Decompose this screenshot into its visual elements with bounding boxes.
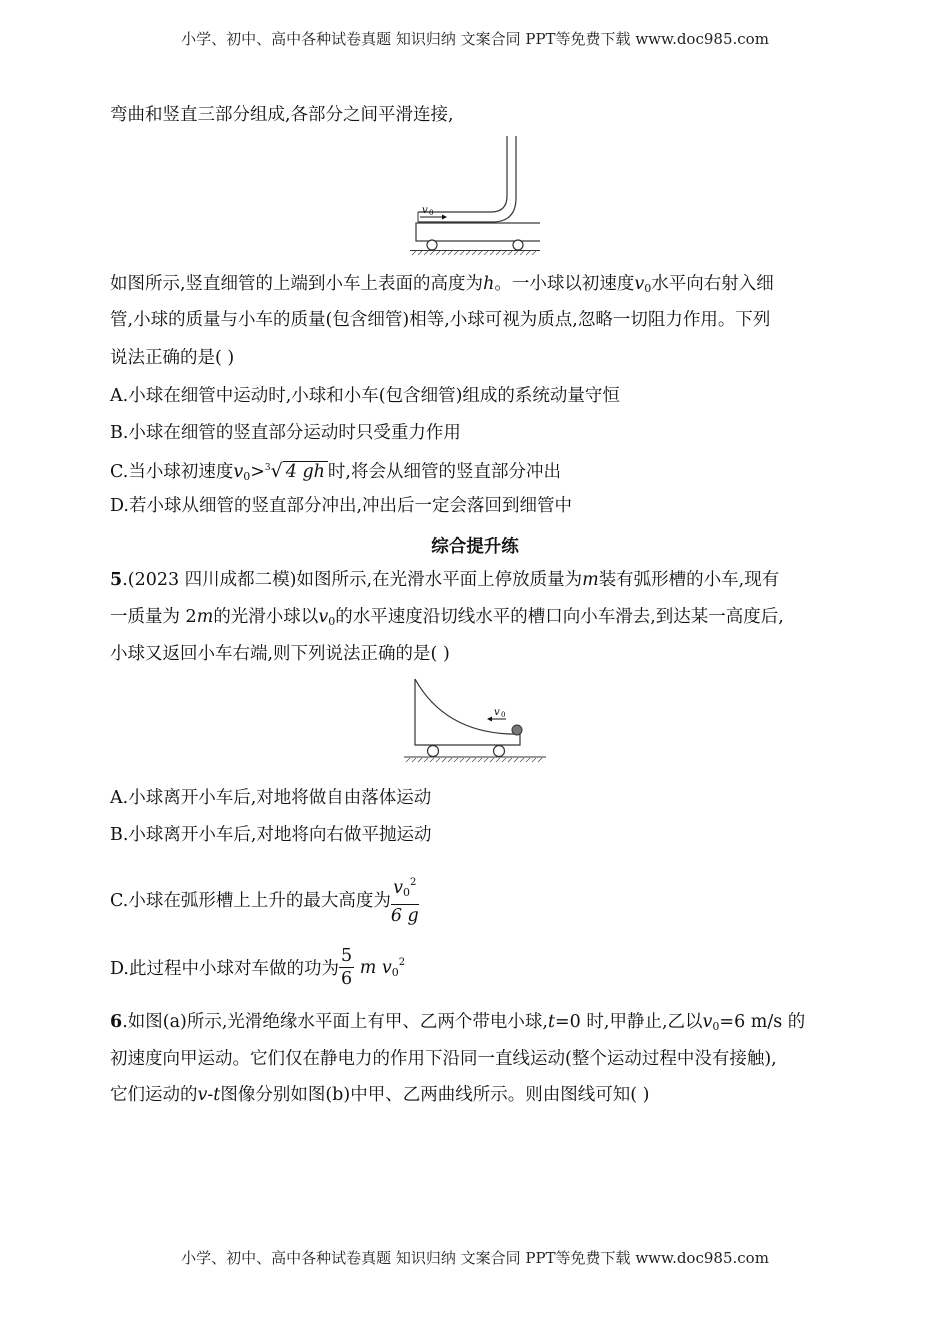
q4-stem-line2: 管,小球的质量与小车的质量(包含细管)相等,小球可视为质点,忽略一切阻力作用。下列 [110,310,771,330]
fraction-v0sq-over-6g: $\frac{v_0^2}{6 g}$ [391,872,419,927]
q4-option-b: B.小球在细管的竖直部分运动时只受重力作用 [110,423,461,443]
q5-line3: 小球又返回小车右端,则下列说法正确的是( ) [110,644,450,664]
q4-option-c: C.当小球初速度$v_0>^3√$ 4 gh 时,将会从细管的竖直部分冲出 [110,460,561,483]
q5-line2: 一质量为 2m的光滑小球以$v_0$的水平速度沿切线水平的槽口向小车滑去,到达某一高度后, [110,607,784,628]
q4-stem-line1: 如图所示,竖直细管的上端到小车上表面的高度为h。一小球以初速度$v_0$水平向右射入细 [110,274,774,295]
fig2-v-label: v [494,707,500,718]
q5-option-c: C.小球在弧形槽上上升的最大高度为 $\frac{v_0^2}{6 g}$ [110,872,419,927]
q5-option-b: B.小球离开小车后,对地将向右做平抛运动 [110,825,432,845]
sqrt-4gh: 4 gh [283,461,328,482]
q6-line2: 初速度向甲运动。它们仅在静电力的作用下沿同一直线运动(整个运动过程中没有接触), [110,1049,777,1069]
q4-intro-continued: 弯曲和竖直三部分组成,各部分之间平滑连接, [110,105,454,125]
page-footer: 小学、初中、高中各种试卷真题 知识归纳 文案合同 PPT等免费下载 www.doc985.com [181,1249,769,1267]
q4-figure-cart-tube [410,134,540,256]
q4-stem-line3: 说法正确的是( ) [110,348,235,368]
root-index: 3 [264,463,271,473]
q5-line1: 5.(2023 四川成都二模)如图所示,在光滑水平面上停放质量为m装有弧形槽的小车,现有 [110,570,780,590]
page-header: 小学、初中、高中各种试卷真题 知识归纳 文案合同 PPT等免费下载 www.doc985.com [181,30,769,48]
fig2-v-sub: 0 [501,711,506,719]
q5-option-d: D.此过程中小球对车做的功为 $\frac{5}{6}$ m $v_0^2$ [110,946,406,989]
q4-option-d: D.若小球从细管的竖直部分冲出,冲出后一定会落回到细管中 [110,496,573,516]
q5-option-a: A.小球离开小车后,对地将做自由落体运动 [110,788,432,808]
q6-line3: 它们运动的v-t图像分别如图(b)中甲、乙两曲线所示。则由图线可知( ) [110,1085,650,1105]
q5-figure-arc-cart [404,676,549,770]
section-heading: 综合提升练 [431,537,519,557]
q4-option-a: A.小球在细管中运动时,小球和小车(包含细管)组成的系统动量守恒 [110,386,620,406]
q6-line1: 6.如图(a)所示,光滑绝缘水平面上有甲、乙两个带电小球,t=0 时,甲静止,乙以$v_0=6$ m/s 的 [110,1012,806,1033]
fig1-v-label: v [422,205,428,216]
fig1-v-sub: 0 [429,209,434,217]
fraction-5-over-6: $\frac{5}{6}$ [340,946,353,989]
